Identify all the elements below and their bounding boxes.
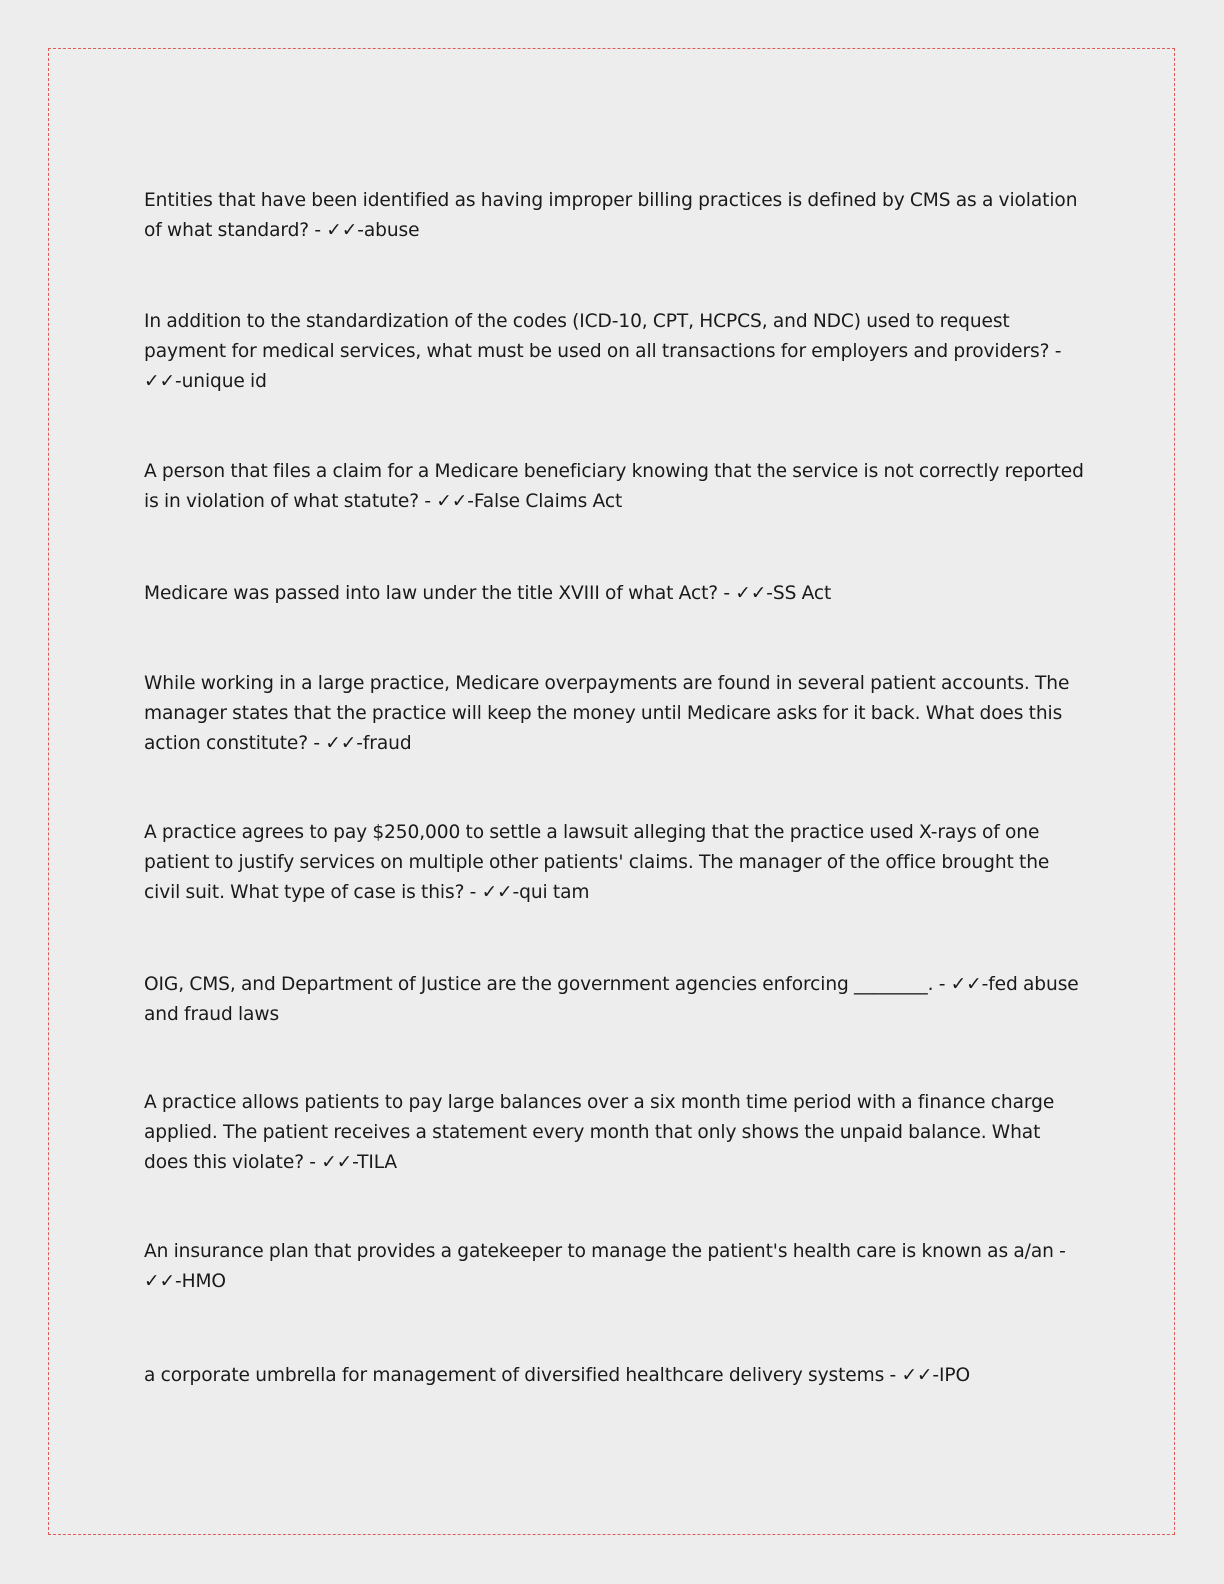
double-check-icon: ✓✓ [481,882,513,903]
qa-item-3 [144,457,1084,517]
double-check-icon: ✓✓ [901,1365,933,1386]
question-text: a corporate umbrella for management of diversified healthcare delivery systems [144,1365,885,1386]
double-check-icon: ✓✓ [950,974,982,995]
qa-item-7 [144,970,1084,1030]
qa-item-5 [144,669,1084,759]
answer-text: -fed abuse and fraud laws [144,974,1079,1025]
qa-item-4 [144,579,1084,609]
separator: - [308,733,326,754]
separator: - [718,583,736,604]
question-text: In addition to the standardization of the codes (ICD-10, CPT, HCPCS, and NDC) used to request payment for medical services, what must be used on all transactions for employers and providers? [144,311,1050,362]
double-check-icon: ✓✓ [326,220,358,241]
answer-text: -qui tam [512,882,590,903]
question-text: OIG, CMS, and Department of Justice are the government agencies enforcing ________. [144,974,934,995]
double-check-icon: ✓✓ [144,371,175,392]
question-text: A practice agrees to pay $250,000 to settle a lawsuit alleging that the practice used X-rays of one patient to justify services on multiple other patients' claims. The manager of the office brought the civil suit. What type of case is this? [144,822,1050,903]
separator: - [933,974,951,995]
question-text: Entities that have been identified as having improper billing practices is defined by CMS as a violation of what standard? [144,190,1078,241]
separator: - [1049,341,1062,362]
answer-text: -IPO [932,1365,971,1386]
question-text: An insurance plan that provides a gatekeeper to manage the patient's health care is known as a/an [144,1241,1054,1262]
separator: - [884,1365,902,1386]
qa-item-8 [144,1088,1084,1178]
question-text: Medicare was passed into law under the title XVIII of what Act? [144,583,719,604]
qa-item-9 [144,1237,1084,1297]
question-text: A practice allows patients to pay large balances over a six month time period with a finance charge applied. The patient receives a statement every month that only shows the unpaid balance. What does this violate? [144,1092,1055,1173]
answer-text: -HMO [174,1271,226,1292]
qa-item-2 [144,307,1084,397]
separator: - [419,491,437,512]
answer-text: -unique id [174,371,267,392]
answer-text: -False Claims Act [467,491,623,512]
double-check-icon: ✓✓ [325,733,357,754]
answer-text: -SS Act [766,583,832,604]
page-border [48,48,1175,1535]
separator: - [464,882,482,903]
answer-text: -fraud [356,733,412,754]
separator: - [309,220,327,241]
double-check-icon: ✓✓ [321,1152,353,1173]
answer-text: -TILA [352,1152,398,1173]
double-check-icon: ✓✓ [436,491,468,512]
question-text: While working in a large practice, Medicare overpayments are found in several patient accounts. The manager states that the practice will keep the money until Medicare asks for it back. What does this action constitute? [144,673,1070,754]
double-check-icon: ✓✓ [144,1271,175,1292]
separator: - [1053,1241,1066,1262]
qa-item-6 [144,818,1084,908]
qa-item-10 [144,1361,1084,1391]
answer-text: -abuse [357,220,420,241]
double-check-icon: ✓✓ [735,583,767,604]
question-text: A person that files a claim for a Medicare beneficiary knowing that the service is not correctly reported is in violation of what statute? [144,461,1084,512]
separator: - [303,1152,322,1173]
qa-item-1 [144,186,1084,246]
